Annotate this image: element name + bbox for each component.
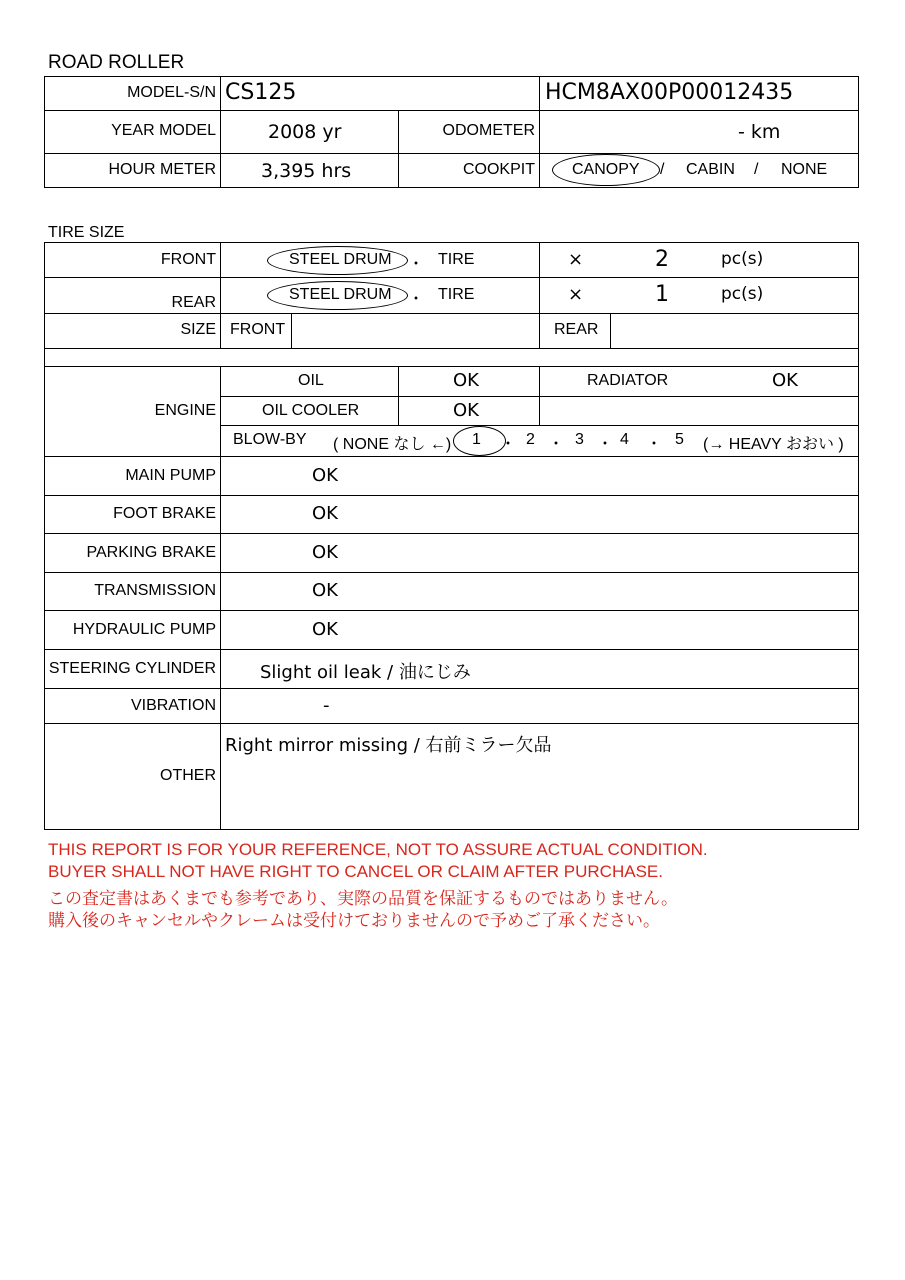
vibration-label: VIBRATION [130, 697, 216, 714]
front-steel-drum: STEEL DRUM [289, 251, 392, 268]
oil-cooler-label: OIL COOLER [262, 402, 360, 419]
cockpit-separator: / [754, 161, 759, 178]
row-divider [44, 110, 859, 111]
rear-times: × [568, 284, 584, 305]
size-front-label: FRONT [230, 321, 286, 338]
model-value: CS125 [225, 80, 297, 105]
row-divider [44, 723, 859, 724]
blowby-heavy: (→ HEAVY おおい ) [703, 436, 844, 453]
row-divider [221, 396, 859, 397]
cockpit-cabin: CABIN [686, 161, 735, 178]
rear-qty: 1 [655, 282, 669, 307]
col-divider [220, 76, 221, 188]
cockpit-label: COOKPIT [462, 161, 535, 178]
cockpit-none: NONE [781, 161, 828, 178]
tire-front-label: FRONT [160, 251, 216, 268]
rear-dot: ・ [408, 291, 425, 308]
cockpit-canopy: CANOPY [572, 161, 640, 178]
front-qty: 2 [655, 247, 669, 272]
steering-cylinder-value: Slight oil leak / 油にじみ [260, 662, 471, 683]
blowby-4: 4 [620, 431, 629, 448]
col-divider [291, 313, 292, 348]
hour-meter-value: 3,395 hrs [261, 160, 352, 182]
transmission-label: TRANSMISSION [94, 582, 216, 599]
size-label: SIZE [180, 321, 216, 338]
radiator-label: RADIATOR [587, 372, 669, 389]
blowby-dot: ・ [500, 436, 517, 453]
foot-brake-label: FOOT BRAKE [113, 505, 216, 522]
front-tire-option: TIRE [438, 251, 475, 268]
serial-value: HCM8AX00P00012435 [545, 80, 794, 105]
odometer-value: - km [738, 121, 781, 143]
blowby-label: BLOW-BY [233, 431, 307, 448]
front-dot: ・ [408, 256, 425, 273]
blowby-5: 5 [675, 431, 684, 448]
row-divider [44, 456, 859, 457]
col-divider [539, 110, 540, 188]
odometer-label: ODOMETER [442, 122, 535, 139]
front-times: × [568, 249, 584, 270]
col-divider [539, 242, 540, 348]
row-divider [221, 425, 859, 426]
col-divider [539, 366, 540, 425]
row-divider [44, 277, 859, 278]
size-rear-label: REAR [554, 321, 599, 338]
blowby-2: 2 [526, 431, 535, 448]
blowby-dot: ・ [646, 436, 663, 453]
col-divider [220, 366, 221, 830]
row-divider [44, 348, 859, 349]
col-divider [398, 366, 399, 425]
year-model-label: YEAR MODEL [111, 122, 216, 139]
row-divider [44, 688, 859, 689]
rear-steel-drum: STEEL DRUM [289, 286, 392, 303]
oil-value: OK [453, 370, 479, 391]
oil-label: OIL [298, 372, 324, 389]
vibration-value: - [323, 695, 330, 716]
blowby-3: 3 [575, 431, 584, 448]
transmission-value: OK [312, 580, 338, 601]
main-pump-value: OK [312, 465, 338, 486]
front-pcs: pc(s) [721, 249, 764, 269]
row-divider [44, 572, 859, 573]
row-divider [44, 610, 859, 611]
row-divider [44, 649, 859, 650]
cockpit-separator: / [660, 161, 665, 178]
other-value: Right mirror missing / 右前ミラー欠品 [225, 735, 552, 756]
year-model-value: 2008 yr [268, 121, 342, 143]
blowby-dot: ・ [548, 436, 565, 453]
col-divider [220, 242, 221, 348]
parking-brake-value: OK [312, 542, 338, 563]
parking-brake-label: PARKING BRAKE [86, 544, 216, 561]
hydraulic-pump-value: OK [312, 619, 338, 640]
notice-line: この査定書はあくまでも参考であり、実際の品質を保証するものではありません。 [48, 889, 679, 908]
hour-meter-label: HOUR METER [108, 161, 216, 178]
steering-cylinder-label: STEERING CYLINDER [48, 660, 216, 677]
main-pump-label: MAIN PUMP [125, 467, 216, 484]
foot-brake-value: OK [312, 503, 338, 524]
notice-line: BUYER SHALL NOT HAVE RIGHT TO CANCEL OR CLAIM AFTER PURCHASE. [48, 862, 663, 881]
tire-rear-label: REAR [171, 294, 216, 311]
blowby-dot: ・ [597, 436, 614, 453]
row-divider [44, 153, 859, 154]
row-divider [44, 313, 859, 314]
row-divider [44, 495, 859, 496]
radiator-value: OK [772, 370, 798, 391]
blowby-1: 1 [472, 431, 481, 448]
rear-pcs: pc(s) [721, 284, 764, 304]
rear-tire-option: TIRE [438, 286, 475, 303]
model-sn-label: MODEL-S/N [127, 84, 216, 101]
col-divider [610, 313, 611, 348]
notice-line: THIS REPORT IS FOR YOUR REFERENCE, NOT TO ASSURE ACTUAL CONDITION. [48, 840, 708, 859]
col-divider [398, 110, 399, 188]
row-divider [44, 366, 859, 367]
col-divider [539, 76, 540, 110]
notice-line: 購入後のキャンセルやクレームは受付けておりませんので予めご了承ください。 [48, 911, 660, 930]
row-divider [44, 533, 859, 534]
document-title: ROAD ROLLER [48, 52, 185, 73]
tire-size-title: TIRE SIZE [48, 224, 125, 241]
blowby-none: ( NONE なし ←) [333, 436, 452, 453]
hydraulic-pump-label: HYDRAULIC PUMP [72, 621, 216, 638]
oil-cooler-value: OK [453, 400, 479, 421]
engine-label: ENGINE [154, 402, 216, 419]
other-label: OTHER [160, 767, 216, 784]
